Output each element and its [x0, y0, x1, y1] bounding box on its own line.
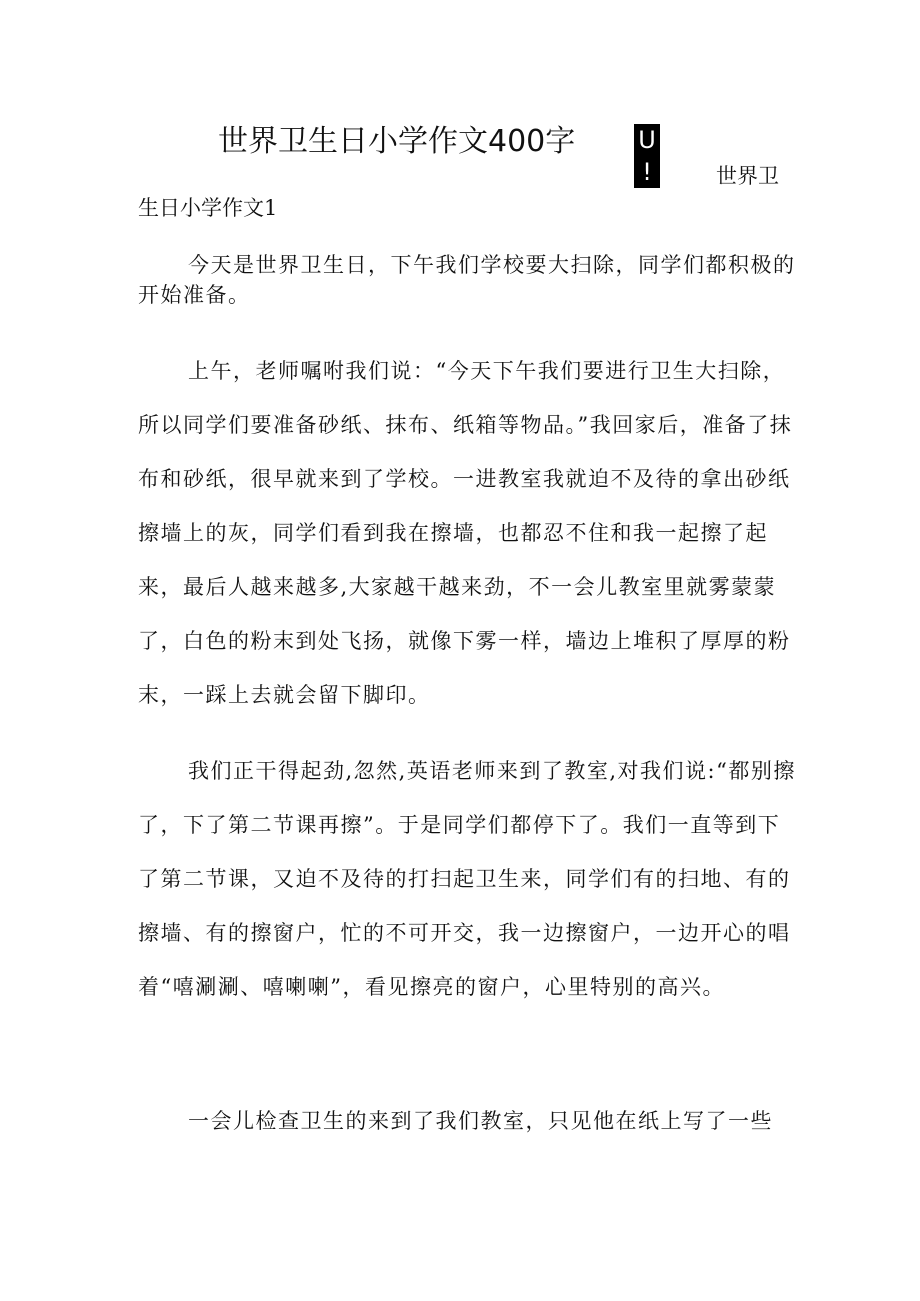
paragraph: 今天是世界卫生日，下午我们学校要大扫除，同学们都积极的开始准备。 [138, 253, 796, 307]
paragraph: 我们正干得起劲,忽然,英语老师来到了教室,对我们说:“都别擦了，下了第二节课再擦”。于是同学们都停下了。我们一直等到下了第二节课，又迫不及待的打扫起卫生来，同学们有的扫地、有的擦墙、有的擦窗户，忙的不可开交，我一边擦窗户，一边开心的唱着“嘻涮涮、嘻喇喇”，看见擦亮的窗户，心里特别的高兴。 [138, 759, 796, 999]
document-title: 世界卫生日小学作文400字 [218, 124, 576, 159]
paragraph: 上午，老师嘱咐我们说：“今天下午我们要进行卫生大扫除，所以同学们要准备砂纸、抹布、纸箱等物品。”我回家后，准备了抹布和砂纸，很早就来到了学校。一进教室我就迫不及待的拿出砂纸擦墙上的灰，同学们看到我在擦墙，也都忍不住和我一起擦了起来，最后人越来越多,大家越干越来劲，不一会儿教室里就雾蒙蒙了，白色的粉末到处飞扬，就像下雾一样，墙边上堆积了厚厚的粉末，一踩上去就会留下脚印。 [138, 359, 793, 707]
title-badge [634, 124, 660, 188]
section-heading-part2: 生日小学作文1 [138, 196, 278, 220]
paragraph: 一会儿检查卫生的来到了我们教室，只见他在纸上写了一些 [188, 1109, 773, 1133]
section-heading-part1: 世界卫 [716, 164, 779, 188]
badge-bottom-glyph: ! [642, 158, 652, 186]
badge-top-glyph: U [638, 126, 656, 154]
